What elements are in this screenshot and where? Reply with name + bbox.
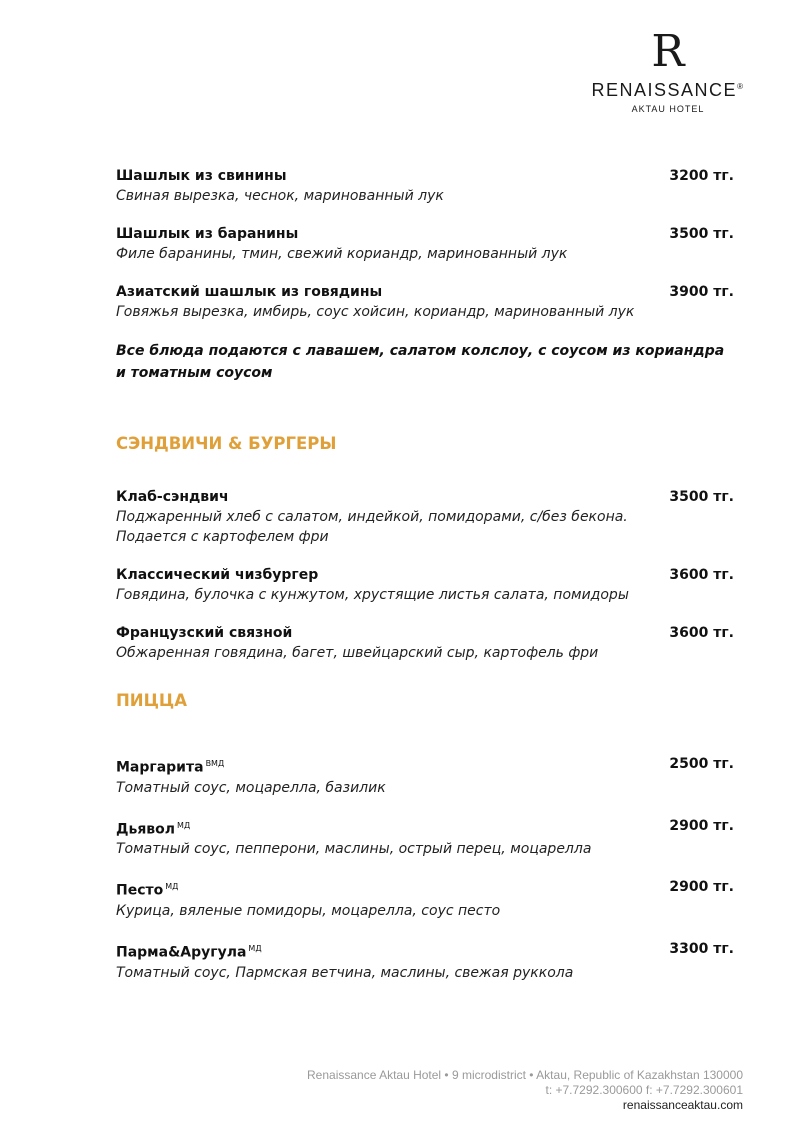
item-description: Свиная вырезка, чеснок, маринованный лук bbox=[116, 188, 444, 204]
serving-note: Все блюда подаются с лавашем, салатом колслоу, с соусом из кориандра и томатным соусом bbox=[116, 343, 725, 381]
logo-subtitle: AKTAU HOTEL bbox=[631, 104, 705, 114]
item-price: 3300 тг. bbox=[669, 940, 734, 957]
menu-item bbox=[116, 816, 736, 860]
menu-content bbox=[116, 166, 736, 1001]
item-name-text: Дьявол bbox=[116, 821, 176, 838]
item-name: Французский связной bbox=[116, 625, 293, 641]
item-description: Филе баранины, тмин, свежий кориандр, маринованный лук bbox=[116, 246, 568, 262]
item-tag: МД bbox=[248, 943, 262, 953]
item-description: Томатный соус, пепперони, маслины, острый перец, моцарелла bbox=[116, 841, 592, 858]
item-description: Обжаренная говядина, багет, швейцарский сыр, картофель фри bbox=[116, 645, 599, 661]
logo-name-text: RENAISSANCE bbox=[591, 80, 738, 100]
menu-item bbox=[116, 166, 736, 206]
item-description-line-2: Подается с картофелем фри bbox=[116, 529, 329, 545]
item-price: 3600 тг. bbox=[669, 625, 734, 641]
item-name bbox=[116, 877, 736, 901]
item-tag: ВМД bbox=[205, 759, 225, 768]
item-description: Говяжья вырезка, имбирь, соус хойсин, кориандр, маринованный лук bbox=[116, 304, 635, 320]
item-tag: МД bbox=[165, 882, 179, 892]
logo-name bbox=[588, 80, 748, 101]
logo-mark: R bbox=[651, 26, 685, 77]
item-name: Шашлык из свинины bbox=[116, 168, 287, 184]
footer bbox=[307, 1068, 743, 1113]
pizza-section bbox=[116, 691, 736, 983]
menu-item bbox=[116, 224, 736, 264]
menu-item bbox=[116, 754, 736, 798]
section-title: СЭНДВИЧИ & БУРГЕРЫ bbox=[116, 434, 337, 453]
item-description: Говядина, булочка с кунжутом, хрустящие листья салата, помидоры bbox=[116, 587, 629, 603]
item-tag: МД bbox=[177, 820, 191, 830]
item-price: 3200 тг. bbox=[669, 168, 734, 184]
registered-mark: ® bbox=[737, 82, 745, 91]
item-description: Поджаренный хлеб с салатом, индейкой, помидорами, с/без бекона. bbox=[116, 509, 628, 525]
hotel-logo bbox=[588, 28, 748, 114]
item-name: Классический чизбургер bbox=[116, 567, 319, 583]
item-name bbox=[116, 939, 736, 963]
item-name-text: Песто bbox=[116, 882, 164, 899]
footer-address: Renaissance Aktau Hotel • 9 microdistrict • Aktau, Republic of Kazakhstan 130000 bbox=[307, 1068, 743, 1082]
item-price: 3500 тг. bbox=[669, 226, 734, 242]
item-name: Шашлык из баранины bbox=[116, 226, 299, 242]
sandwiches-section bbox=[116, 434, 736, 663]
menu-item bbox=[116, 623, 736, 663]
item-price: 2900 тг. bbox=[669, 879, 734, 896]
menu-item bbox=[116, 939, 736, 983]
item-name bbox=[116, 754, 736, 778]
item-price: 3600 тг. bbox=[669, 567, 734, 583]
footer-website-link[interactable]: renaissanceaktau.com bbox=[622, 1098, 743, 1112]
item-price: 2500 тг. bbox=[669, 756, 734, 772]
item-price: 3500 тг. bbox=[669, 489, 734, 505]
item-name bbox=[116, 816, 736, 840]
item-description: Томатный соус, Пармская ветчина, маслины, свежая руккола bbox=[116, 964, 574, 981]
item-price: 3900 тг. bbox=[669, 284, 734, 300]
item-name-text: Парма&Аругула bbox=[116, 944, 247, 961]
menu-item bbox=[116, 565, 736, 605]
menu-item bbox=[116, 282, 736, 322]
item-name: Азиатский шашлык из говядины bbox=[116, 284, 383, 300]
footer-phones: t: +7.7292.300600 f: +7.7292.300601 bbox=[545, 1083, 743, 1097]
menu-item bbox=[116, 487, 736, 547]
item-description: Томатный соус, моцарелла, базилик bbox=[116, 779, 386, 796]
menu-item bbox=[116, 877, 736, 921]
shashlik-section bbox=[116, 166, 736, 384]
item-name-text: Маргарита bbox=[116, 759, 204, 776]
item-price: 2900 тг. bbox=[669, 817, 734, 834]
section-title: ПИЦЦА bbox=[116, 691, 188, 710]
item-name: Клаб-сэндвич bbox=[116, 489, 229, 505]
item-description: Курица, вяленые помидоры, моцарелла, соус песто bbox=[116, 902, 501, 919]
